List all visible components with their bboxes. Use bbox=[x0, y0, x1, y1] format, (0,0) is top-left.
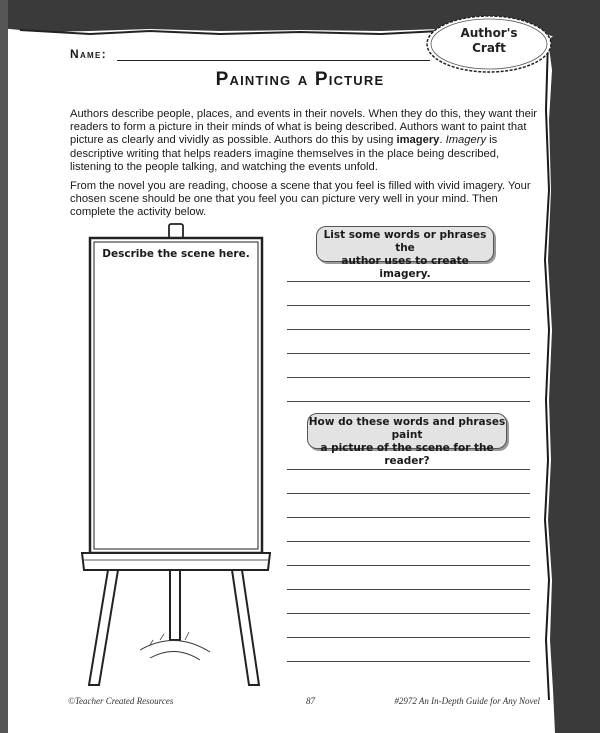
page-title: Painting a Picture bbox=[215, 69, 385, 90]
footer-copyright: ©Teacher Created Resources bbox=[68, 696, 174, 706]
page-footer bbox=[68, 696, 540, 710]
badge-line-2: Craft bbox=[472, 41, 506, 55]
name-row bbox=[70, 47, 430, 61]
easel-drawing-area[interactable] bbox=[95, 266, 257, 548]
imagery-bold: imagery bbox=[396, 134, 440, 147]
intro-text-a: Authors describe people, places, and events in their novels. When they do this, they want their readers to form a picture in their minds of what is being described. Authors want to paint that picture as clearly and vividly as possible. Authors do this by using bbox=[70, 108, 538, 147]
easel-label: Describe the scene here. bbox=[102, 248, 250, 260]
badge-line-1: Author's bbox=[460, 26, 518, 40]
prompt-2-line-2: a picture of the scene for the reader? bbox=[320, 442, 494, 467]
prompt-1-line-2: author uses to create imagery. bbox=[341, 255, 469, 280]
prompt-imagery-words bbox=[316, 226, 494, 280]
answer-lines-1[interactable] bbox=[287, 281, 530, 402]
prompt-1-line-1: List some words or phrases the bbox=[323, 229, 487, 254]
name-label: Name: bbox=[70, 47, 107, 61]
intro-paragraph-2: From the novel you are reading, choose a scene that you feel is filled with vivid imagery. Your chosen scene should be one that you feel you can picture very well in your mind. Then complete the activity below. bbox=[70, 180, 531, 219]
intro-text-b: . bbox=[439, 134, 446, 147]
footer-book-title: #2972 An In-Depth Guide for Any Novel bbox=[394, 696, 540, 706]
prompt-2-line-1: How do these words and phrases paint bbox=[308, 416, 506, 441]
intro-paragraph-1 bbox=[70, 108, 540, 174]
authors-craft-badge bbox=[430, 18, 548, 70]
answer-lines-2[interactable] bbox=[287, 469, 530, 662]
name-field-line[interactable] bbox=[117, 48, 430, 61]
answer-line[interactable] bbox=[287, 661, 530, 662]
prompt-paint-picture bbox=[307, 413, 507, 467]
intro-text-c: is descriptive writing that helps readers imagine themselves in the place being described, listening to the people talking, and watching the events unfold. bbox=[70, 134, 500, 173]
footer-page-number: 87 bbox=[306, 696, 315, 706]
imagery-italic: Imagery bbox=[445, 134, 487, 147]
answer-line[interactable] bbox=[287, 401, 530, 402]
